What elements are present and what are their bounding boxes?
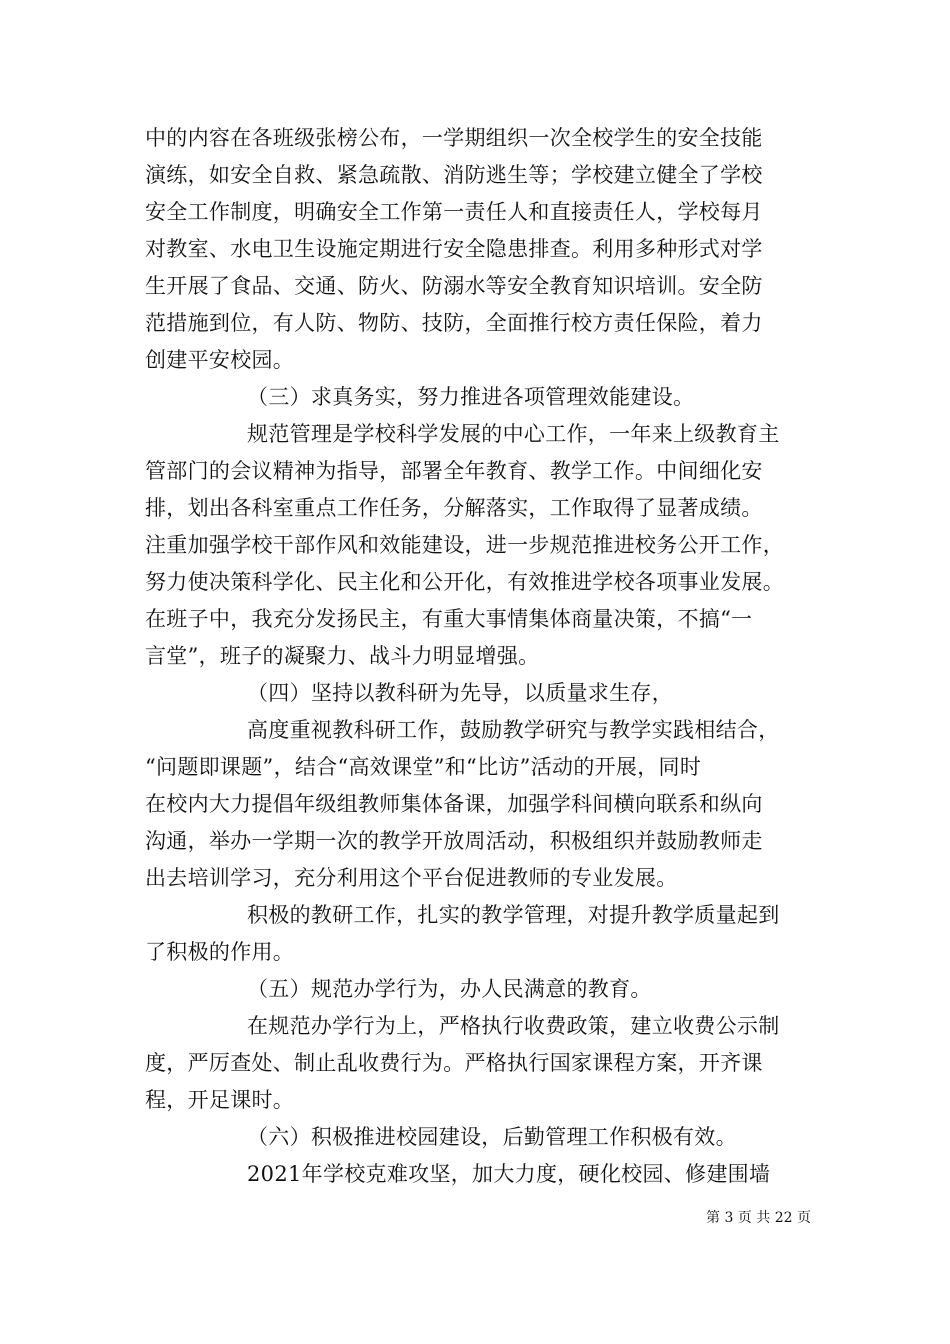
- text-line: 排，划出各科室重点工作任务，分解落实，工作取得了显著成绩。: [145, 496, 763, 520]
- text-line: 演练，如安全自救、紧急疏散、消防逃生等；学校建立健全了学校: [145, 163, 763, 187]
- text-line: 度，严厉查处、制止乱收费行为。严格执行国家课程方案，开齐课: [145, 1051, 763, 1075]
- section-heading-3: （三）求真务实，努力推进各项管理效能建设。: [247, 385, 695, 409]
- text-line: 2021年学校克难攻坚，加大力度，硬化校园、修建围墙: [247, 1162, 771, 1186]
- text-line: 沟通，举办一学期一次的教学开放周活动，积极组织并鼓励教师走: [145, 829, 763, 853]
- section-heading-5: （五）规范办学行为，办人民满意的教育。: [247, 977, 652, 1001]
- text-line: 规范管理是学校科学发展的中心工作，一年来上级教育主: [247, 422, 780, 446]
- text-line: 范措施到位，有人防、物防、技防，全面推行校方责任保险，着力: [145, 311, 763, 335]
- text-line: 在班子中，我充分发扬民主，有重大事情集体商量决策，不搞“一: [145, 607, 753, 631]
- text-line: 努力使决策科学化、民主化和公开化，有效推进学校各项事业发展。: [145, 570, 784, 594]
- text-line: 出去培训学习，充分利用这个平台促进教师的专业发展。: [145, 866, 678, 890]
- text-line: 管部门的会议精神为指导，部署全年教育、教学工作。中间细化安: [145, 459, 763, 483]
- text-line: 了积极的作用。: [145, 940, 295, 964]
- text-line: 对教室、水电卫生设施定期进行安全隐患排查。利用多种形式对学: [145, 237, 763, 261]
- text-line: 创建平安校园。: [145, 348, 295, 372]
- text-line: 注重加强学校干部作风和效能建设，进一步规范推进校务公开工作，: [145, 533, 784, 557]
- text-line: 生开展了食品、交通、防火、防溺水等安全教育知识培训。安全防: [145, 274, 763, 298]
- section-heading-4: （四）坚持以教科研为先导，以质量求生存，: [247, 681, 673, 705]
- text-line: “问题即课题”，结合“高效课堂”和“比访”活动的开展，同时: [145, 755, 702, 779]
- text-line: 安全工作制度，明确安全工作第一责任人和直接责任人，学校每月: [145, 200, 763, 224]
- text-line: 积极的教研工作，扎实的教学管理，对提升教学质量起到: [247, 903, 780, 927]
- text-line: 在规范办学行为上，严格执行收费政策，建立收费公示制: [247, 1014, 780, 1038]
- section-heading-6: （六）积极推进校园建设，后勤管理工作积极有效。: [247, 1125, 737, 1149]
- text-line: 高度重视教科研工作，鼓励教学研究与教学实践相结合，: [247, 718, 780, 742]
- text-line: 中的内容在各班级张榜公布，一学期组织一次全校学生的安全技能: [145, 126, 763, 150]
- text-line: 在校内大力提倡年级组教师集体备课，加强学科间横向联系和纵向: [145, 792, 763, 816]
- text-line: 言堂”，班子的凝聚力、战斗力明显增强。: [145, 644, 540, 668]
- text-line: 程，开足课时。: [145, 1088, 295, 1112]
- page-number: 第 3 页 共 22 页: [706, 1210, 811, 1226]
